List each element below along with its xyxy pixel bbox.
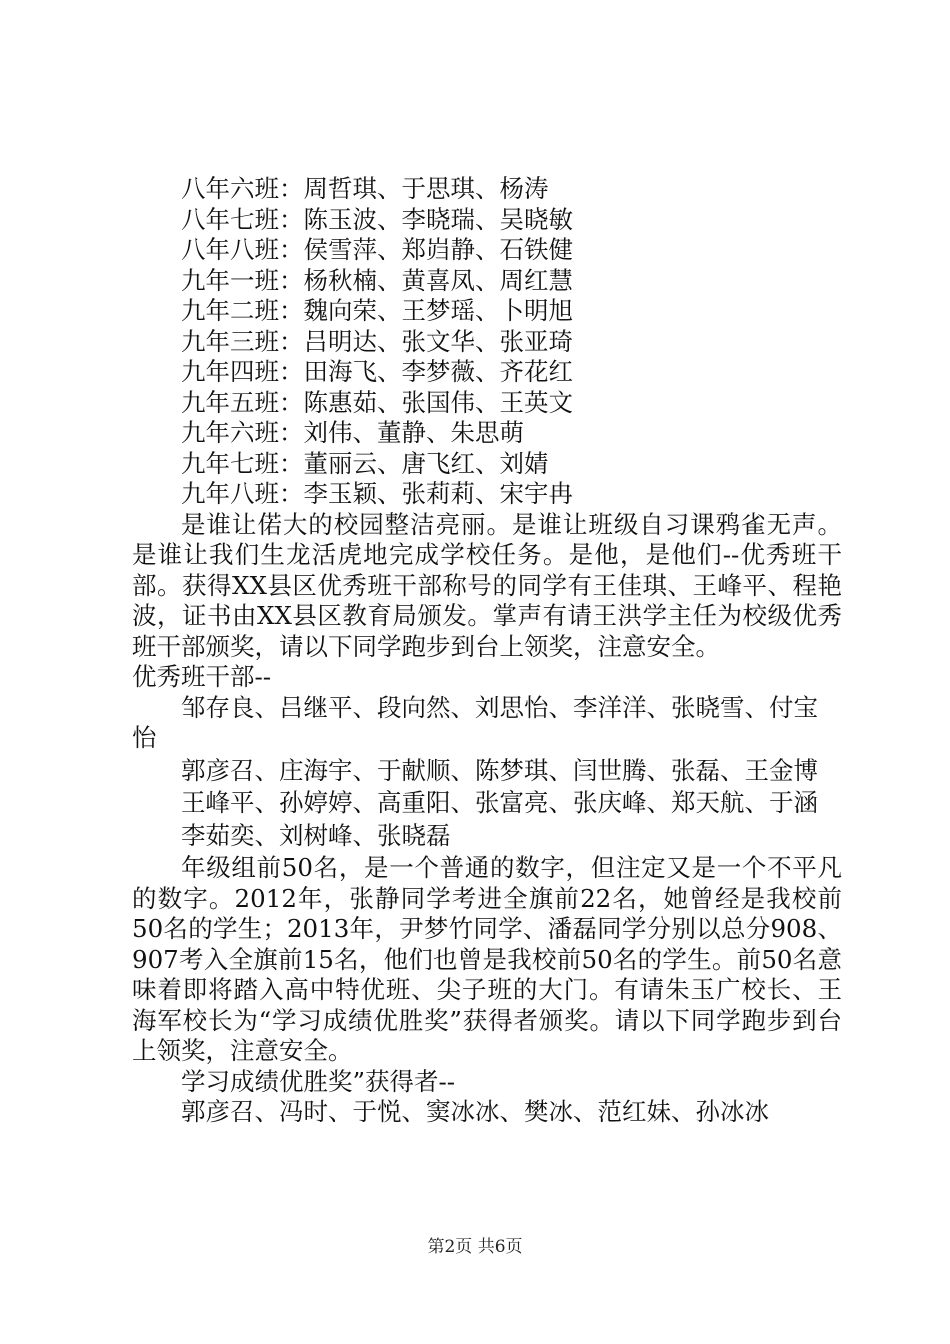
top50-intro-paragraph: 年级组前50名，是一个普通的数字，但注定又是一个不平凡的数字。2012年，张静同学考进全旗前22名，她曾经是我校前50名的学生；2013年，尹梦竹同学、潘磊同学分别以总分908、907考入全旗前15名，他们也曾是我校前50名的学生。前50名意味着即将踏入高中特优班、尖子班的大门。有请朱玉广校长、王海军校长为“学习成绩优胜奖”获得者颁奖。请以下同学跑步到台上领奖，注意安全。: [132, 853, 842, 1065]
class-list-line: 九年六班：刘伟、董静、朱思萌: [181, 418, 524, 447]
class-list-line: 九年八班：李玉颖、张莉莉、宋宇冉: [181, 479, 573, 508]
document-body: [132, 174, 842, 1128]
class-list-line: 九年四班：田海飞、李梦薇、齐花红: [181, 357, 573, 386]
class-list-line: 九年五班：陈惠茹、张国伟、王英文: [181, 387, 573, 417]
class-list-line: 八年六班：周哲琪、于思琪、杨涛: [181, 174, 549, 203]
cadre-names-paragraph: 李茹奕、刘树峰、张晓磊: [181, 820, 451, 850]
class-list-line: 八年八班：侯雪萍、郑岿静、石铁健: [181, 235, 573, 264]
class-list-line: 八年七班：陈玉波、李晓瑞、吴晓敏: [181, 204, 573, 234]
cadre-names-paragraph: 邹存良、吕继平、段向然、刘思怡、李洋洋、张晓雪、付宝怡: [132, 692, 818, 752]
award-names: 郭彦召、冯时、于悦、窦冰冰、樊冰、范红妹、孙冰冰: [181, 1097, 769, 1126]
cadre-intro-paragraph: 是谁让偌大的校园整洁亮丽。是谁让班级自习课鸦雀无声。是谁让我们生龙活虎地完成学校任务。是他，是他们--优秀班干部。获得XX县区优秀班干部称号的同学有王佳琪、王峰平、程艳波，证书由XX县区教育局颁发。掌声有请王洪学主任为校级优秀班干部颁奖，请以下同学跑步到台上领奖，注意安全。: [132, 509, 842, 661]
class-list-line: 九年二班：魏向荣、王梦瑶、卜明旭: [181, 296, 573, 325]
cadre-names-paragraph: 郭彦召、庄海宇、于献顺、陈梦琪、闫世腾、张磊、王金博: [181, 755, 818, 785]
cadre-names-paragraph: 王峰平、孙婷婷、高重阳、张富亮、张庆峰、郑天航、于涵: [181, 788, 818, 817]
class-list-line: 九年三班：吕明达、张文华、张亚琦: [181, 326, 573, 356]
page-footer: 第2页 共6页: [427, 1237, 523, 1257]
class-list-line: 九年七班：董丽云、唐飞红、刘婧: [181, 448, 549, 478]
award-heading: 学习成绩优胜奖”获得者--: [181, 1066, 456, 1096]
class-list-line: 九年一班：杨秋楠、黄喜凤、周红慧: [181, 265, 573, 295]
cadre-heading: 优秀班干部--: [132, 662, 272, 691]
